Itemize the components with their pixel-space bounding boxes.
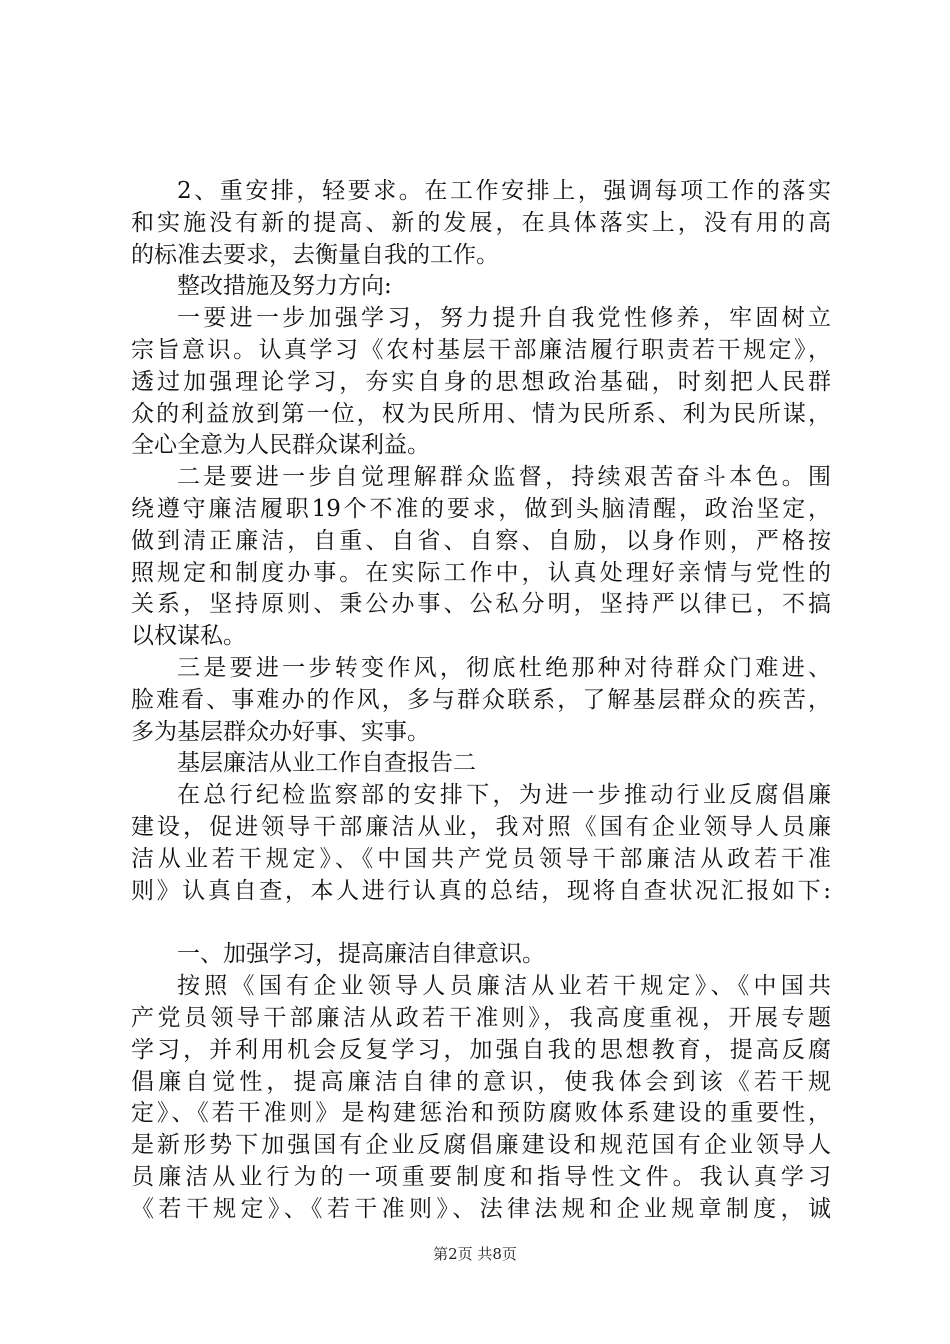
text-line: 透过加强理论学习，夯实自身的思想政治基础，时刻把人民群 bbox=[131, 368, 831, 395]
paragraph-gap bbox=[131, 907, 831, 939]
text-line: 则》认真自查，本人进行认真的总结，现将自查状况汇报如下: bbox=[131, 877, 831, 904]
text-line: 产党员领导干部廉洁从政若干准则》，我高度重视，开展专题 bbox=[131, 1004, 831, 1031]
text-line: 照规定和制度办事。在实际工作中，认真处理好亲情与党性的 bbox=[131, 559, 831, 586]
text-line: 和实施没有新的提高、新的发展，在具体落实上，没有用的高 bbox=[131, 209, 831, 236]
text-line: 一要进一步加强学习，努力提升自我党性修养，牢固树立 bbox=[177, 305, 831, 332]
text-line: 多为基层群众办好事、实事。 bbox=[131, 718, 430, 745]
text-line: 做到清正廉洁，自重、自省、自察、自励，以身作则，严格按 bbox=[131, 527, 831, 554]
text-line: 众的利益放到第一位，权为民所用、情为民所系、利为民所谋， bbox=[131, 400, 831, 427]
text-line: 员廉洁从业行为的一项重要制度和指导性文件。我认真学习 bbox=[131, 1163, 831, 1190]
text-line: 二是要进一步自觉理解群众监督，持续艰苦奋斗本色。围 bbox=[177, 464, 831, 491]
document-body bbox=[131, 176, 831, 1226]
text-line: 倡廉自觉性，提高廉洁自律的意识，使我体会到该《若干规 bbox=[131, 1068, 831, 1095]
text-line: 基层廉洁从业工作自查报告二 bbox=[177, 750, 476, 777]
text-line: 《若干规定》、《若干准则》、法律法规和企业规章制度，诚 bbox=[131, 1195, 831, 1222]
page-footer: 第2页 共8页 bbox=[433, 1245, 517, 1263]
text-line: 脸难看、事难办的作风，多与群众联系，了解基层群众的疾苦， bbox=[131, 686, 831, 713]
text-line: 2、重安排，轻要求。在工作安排上，强调每项工作的落实 bbox=[177, 178, 831, 204]
text-line: 关系，坚持原则、秉公办事、公私分明，坚持严以律已，不搞 bbox=[131, 591, 831, 618]
text-line: 一、加强学习，提高廉洁自律意识。 bbox=[177, 941, 545, 968]
text-line: 洁从业若干规定》、《中国共产党员领导干部廉洁从政若干准 bbox=[131, 845, 831, 872]
text-line: 全心全意为人民群众谋利益。 bbox=[131, 432, 430, 459]
text-line: 在总行纪检监察部的安排下，为进一步推动行业反腐倡廉 bbox=[177, 782, 831, 809]
text-line: 学习，并利用机会反复学习，加强自我的思想教育，提高反腐 bbox=[131, 1036, 831, 1063]
text-line: 是新形势下加强国有企业反腐倡廉建设和规范国有企业领导人 bbox=[131, 1132, 831, 1159]
text-line: 定》、《若干准则》是构建惩治和预防腐败体系建设的重要性， bbox=[131, 1100, 831, 1127]
text-line: 整改措施及努力方向: bbox=[177, 273, 392, 300]
text-line: 绕遵守廉洁履职19个不准的要求，做到头脑清醒，政治坚定， bbox=[131, 495, 831, 522]
text-line: 以权谋私。 bbox=[131, 623, 246, 650]
text-line: 建设，促进领导干部廉洁从业，我对照《国有企业领导人员廉 bbox=[131, 813, 831, 840]
text-line: 按照《国有企业领导人员廉洁从业若干规定》、《中国共 bbox=[177, 973, 831, 1000]
text-line: 的标准去要求，去衡量自我的工作。 bbox=[131, 241, 499, 268]
text-line: 三是要进一步转变作风，彻底杜绝那种对待群众门难进、 bbox=[177, 654, 831, 681]
text-line: 宗旨意识。认真学习《农村基层干部廉洁履行职责若干规定》， bbox=[131, 336, 831, 363]
